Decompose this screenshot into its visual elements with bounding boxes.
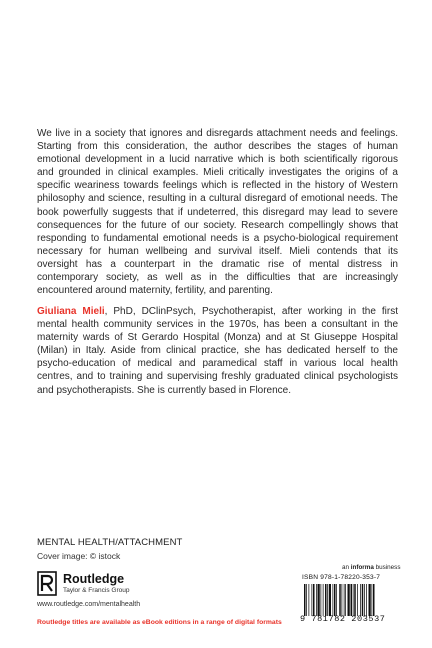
ebook-availability-note: Routledge titles are available as eBook editions in a range of digital formats: [37, 619, 282, 626]
publisher-website: www.routledge.com/mentalhealth: [37, 601, 141, 608]
barcode-bar: [333, 584, 334, 616]
barcode-bar: [321, 584, 322, 616]
isbn: ISBN 978-1-78220-353-7: [302, 574, 381, 581]
barcode-bar: [339, 584, 341, 616]
barcode-bar: [357, 584, 358, 616]
author-name: Giuliana Mieli: [37, 306, 105, 317]
barcode-bar: [325, 584, 327, 616]
barcode-bar: [369, 584, 371, 616]
informa-business-label: [342, 564, 400, 571]
author-bio: [37, 305, 398, 397]
barcode-bar: [372, 584, 373, 616]
barcode-bar: [364, 584, 365, 616]
barcode-bar: [342, 584, 343, 616]
publisher-group: Taylor & Francis Group: [63, 587, 130, 594]
barcode-bar: [329, 584, 331, 616]
informa-prefix: an: [342, 564, 351, 571]
barcode-bar: [354, 584, 356, 616]
barcode-bar: [316, 584, 317, 616]
barcode-bar: [351, 584, 353, 616]
barcode-bar: [327, 584, 328, 616]
barcode-bar: [312, 584, 313, 616]
barcode-bar: [362, 584, 364, 616]
subject-category: MENTAL HEALTH/ATTACHMENT: [37, 537, 183, 548]
barcode-bar: [348, 584, 350, 616]
barcode-bar: [353, 584, 354, 616]
barcode-bar: [345, 584, 346, 616]
barcode-bar: [323, 584, 324, 616]
publisher-name: Routledge: [63, 572, 125, 586]
informa-suffix: business: [373, 564, 401, 571]
barcode-bar: [373, 584, 375, 616]
barcode-bar: [313, 584, 315, 616]
barcode-bar: [336, 584, 337, 616]
author-bio-text: , PhD, DClinPsych, Psychotherapist, after working in the first mental health community services in the 1970s, has been a consultant in the maternity wards of St Gerardo Hospital (Monza) and at St Giuseppe Hospital (Milan) in Italy. Aside from clinical practice, she has dedicated herself to the psycho-education of medical and paramedical staff in various local health centres, and to training and supervising freshly graduated clinical psychologists and psychotherapists. She is currently based in Florence.: [37, 306, 398, 396]
cover-image-credit: Cover image: © istock: [37, 551, 121, 561]
barcode-bar: [366, 584, 367, 616]
barcode-bar: [360, 584, 361, 616]
informa-brand: informa: [350, 564, 374, 571]
barcode-bar: [334, 584, 336, 616]
book-blurb: We live in a society that ignores and disregards attachment needs and feelings. Starting from this consideration, the author describes the stages of human emotional development in a lucid narrative which is both scientifically rigorous and grounded in clinical examples. Mieli critically investigates the origins of a specific weariness towards feelings which is reflected in the history of Western philosophy and science, resulting in a cultural disregard of emotional needs. The book powerfully suggests that if undeterred, this disregard may lead to severe consequences for the future of our society. Research compellingly shows that responding to fundamental emotional needs is a psycho-biological requirement necessary for human wellbeing and survival itself. Mieli contends that its oversight has a counterpart in the dramatic rise of mental distress in contemporary society, as well as in the difficulties that are increasingly encountered around maternity, fertility, and parenting.: [37, 128, 398, 297]
publisher-logo: [37, 571, 187, 597]
barcode-bar: [318, 584, 320, 616]
barcode-image: [302, 584, 398, 616]
barcode-bar: [306, 584, 307, 616]
barcode-bar: [309, 584, 310, 616]
barcode-bar: [304, 584, 306, 616]
barcode-bar: [344, 584, 345, 616]
routledge-r-icon: [37, 571, 59, 597]
barcode-digits: 9 781782 203537: [300, 614, 386, 624]
